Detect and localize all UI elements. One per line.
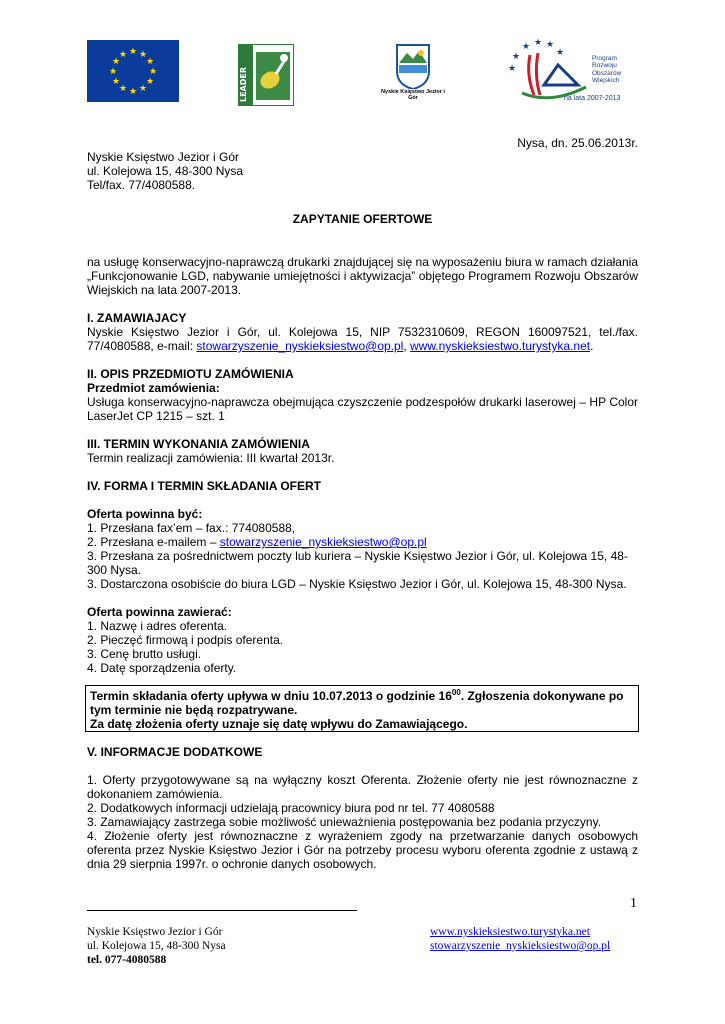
svg-text:★: ★: [108, 67, 118, 77]
section-heading: IV. FORMA I TERMIN SKŁADANIA OFERT: [87, 479, 321, 493]
section-text: Usługa konserwacyjno-naprawcza obejmująca czyszczenie podzespołów drukarki laserowej – HP Color LaserJet CP 1215 – szt. 1: [87, 395, 638, 423]
list-item: 3. Przesłana za pośrednictwem poczty lub kuriera – Nyskie Księstwo Jezior i Gór, ul. Kolejowa 15, 48-300 Nysa.: [87, 549, 628, 577]
sender-block: [87, 150, 243, 192]
svg-text:★: ★: [118, 84, 128, 94]
list-item: 1. Przesłana fax’em – fax.: 774080588,: [87, 521, 296, 535]
footer-links: [430, 925, 610, 953]
svg-text:★: ★: [111, 57, 121, 67]
section-order-description: [87, 367, 638, 423]
svg-text:★: ★: [556, 48, 565, 58]
section-subheading: Oferta powinna zawierać:: [87, 605, 232, 619]
svg-text:★: ★: [145, 77, 155, 87]
svg-text:★: ★: [138, 50, 148, 60]
section-offer-form: [87, 479, 638, 675]
svg-text:★: ★: [512, 52, 521, 62]
svg-text:★: ★: [111, 77, 121, 87]
list-item: 3. Zamawiający zastrzega sobie możliwość unieważnienia postępowania bez podania przyczyny.: [87, 815, 602, 829]
list-item: 2. Pieczęć firmową i podpis oferenta.: [87, 633, 284, 647]
lgd-caption: Nyskie Księstwo Jezior i Gór: [381, 89, 445, 101]
svg-text:★: ★: [508, 64, 517, 74]
lgd-crest-logo: [381, 43, 445, 107]
section-text: Termin realizacji zamówienia: III kwartał 2013r.: [87, 451, 335, 465]
section-ordering-party: [87, 311, 638, 353]
website-link[interactable]: www.nyskieksiestwo.turystyka.net: [410, 339, 591, 353]
svg-text:★: ★: [148, 67, 158, 77]
section-subheading: Oferta powinna być:: [87, 507, 203, 521]
section-text: Nyskie Księstwo Jezior i Gór, ul. Kolejowa 15, NIP 7532310609, REGON 160097521, tel./fax. 77/4080588, e-mail: stowarzyszenie_nyskieksiestwo@op.pl, www.nyskieksiestwo.turystyka.net.: [87, 325, 638, 353]
section-heading: V. INFORMACJE DODATKOWE: [87, 745, 263, 759]
email-link[interactable]: stowarzyszenie_nyskieksiestwo@op.pl: [219, 535, 427, 549]
svg-text:★: ★: [546, 40, 555, 50]
svg-text:★: ★: [534, 38, 543, 48]
section-subheading: Przedmiot zamówienia:: [87, 381, 220, 395]
footer-divider: [87, 910, 357, 911]
leader-logo: [238, 44, 294, 106]
list-item: 4. Datę sporządzenia oferty.: [87, 661, 237, 675]
footer-address: Nyskie Księstwo Jezior i Gór ul. Kolejowa 15, 48-300 Nysa tel. 077-4080588: [87, 926, 226, 966]
sender-name: Nyskie Księstwo Jezior i Gór: [87, 150, 240, 164]
intro-paragraph: na usługę konserwacyjno-naprawczą drukarki znajdującej się na wyposażeniu biura w ramach działania „Funkcjonowanie LGD, nabywanie umiejętności i aktywizacja” objętego Programem Rozwoju Obszarów Wiejskich na lata 2007-2013.: [87, 255, 638, 297]
prow-years: na lata 2007-2013: [564, 95, 621, 102]
prow-logo: [500, 35, 640, 107]
sender-phone: Tel/fax. 77/4080588.: [87, 178, 196, 192]
date-line: Nysa, dn. 25.06.2013r.: [517, 136, 638, 150]
svg-text:★: ★: [128, 87, 138, 97]
email-link[interactable]: stowarzyszenie_nyskieksiestwo@op.pl: [196, 339, 404, 353]
svg-text:★: ★: [138, 84, 148, 94]
list-item: 3. Cenę brutto usługi.: [87, 647, 202, 661]
section-deadline: [87, 437, 638, 465]
document-title: ZAPYTANIE OFERTOWE: [292, 212, 433, 226]
section-heading: I. ZAMAWIAJACY: [87, 311, 187, 325]
section-heading: III. TERMIN WYKONANIA ZAMÓWIENIA: [87, 437, 310, 451]
list-item: 3. Dostarczona osobiście do biura LGD – Nyskie Księstwo Jezior i Gór, ul. Kolejowa 15, 48-300 Nysa.: [87, 577, 627, 591]
deadline-note: Za datę złożenia oferty uznaje się datę wpływu do Zamawiającego.: [90, 717, 468, 731]
list-item: 4. Złożenie oferty jest równoznaczne z wyrażeniem zgody na przetwarzanie danych osobowych oferenta przez Nyskie Księstwo Jezior i Gór na potrzeby procesu wyboru oferenta zgodnie z ustawą z dnia 29 sierpnia 1997r. o ochronie danych osobowych.: [87, 829, 638, 871]
svg-text:★: ★: [118, 50, 128, 60]
footer-email-link[interactable]: stowarzyszenie_nyskieksiestwo@op.pl: [430, 940, 611, 952]
svg-text:LEADER: LEADER: [239, 66, 248, 102]
list-item: 1. Oferty przygotowywane są na wyłączny koszt Oferenta. Złożenie oferty nie jest równoznaczne z dokonaniem zamówienia.: [87, 773, 638, 801]
svg-text:★: ★: [128, 47, 138, 57]
sender-address: ul. Kolejowa 15, 48-300 Nysa: [87, 164, 244, 178]
eu-flag-logo: [87, 40, 179, 102]
svg-text:★: ★: [145, 57, 155, 67]
list-item: 2. Dodatkowych informacji udzielają pracownicy biura pod nr tel. 77 4080588: [87, 801, 495, 815]
page-number: 1: [630, 896, 637, 911]
list-item: 1. Nazwę i adres oferenta.: [87, 619, 228, 633]
footer-website-link[interactable]: www.nyskieksiestwo.turystyka.net: [430, 926, 590, 938]
section-additional-info: [87, 745, 638, 871]
prow-caption: Program Rozwoju Obszarów Wiejskich: [592, 55, 622, 84]
svg-text:★: ★: [522, 42, 531, 52]
deadline-box: [85, 685, 639, 732]
list-item: 2. Przesłana e-mailem – stowarzyszenie_nyskieksiestwo@op.pl: [87, 535, 427, 549]
deadline-text: Termin składania oferty upływa w dniu 10.07.2013 o godzinie $16^{00}$. Zgłoszenia dokonywane po tym terminie nie będą rozpatrywane.: [90, 688, 624, 717]
section-heading: II. OPIS PRZEDMIOTU ZAMÓWIENIA: [87, 367, 294, 381]
